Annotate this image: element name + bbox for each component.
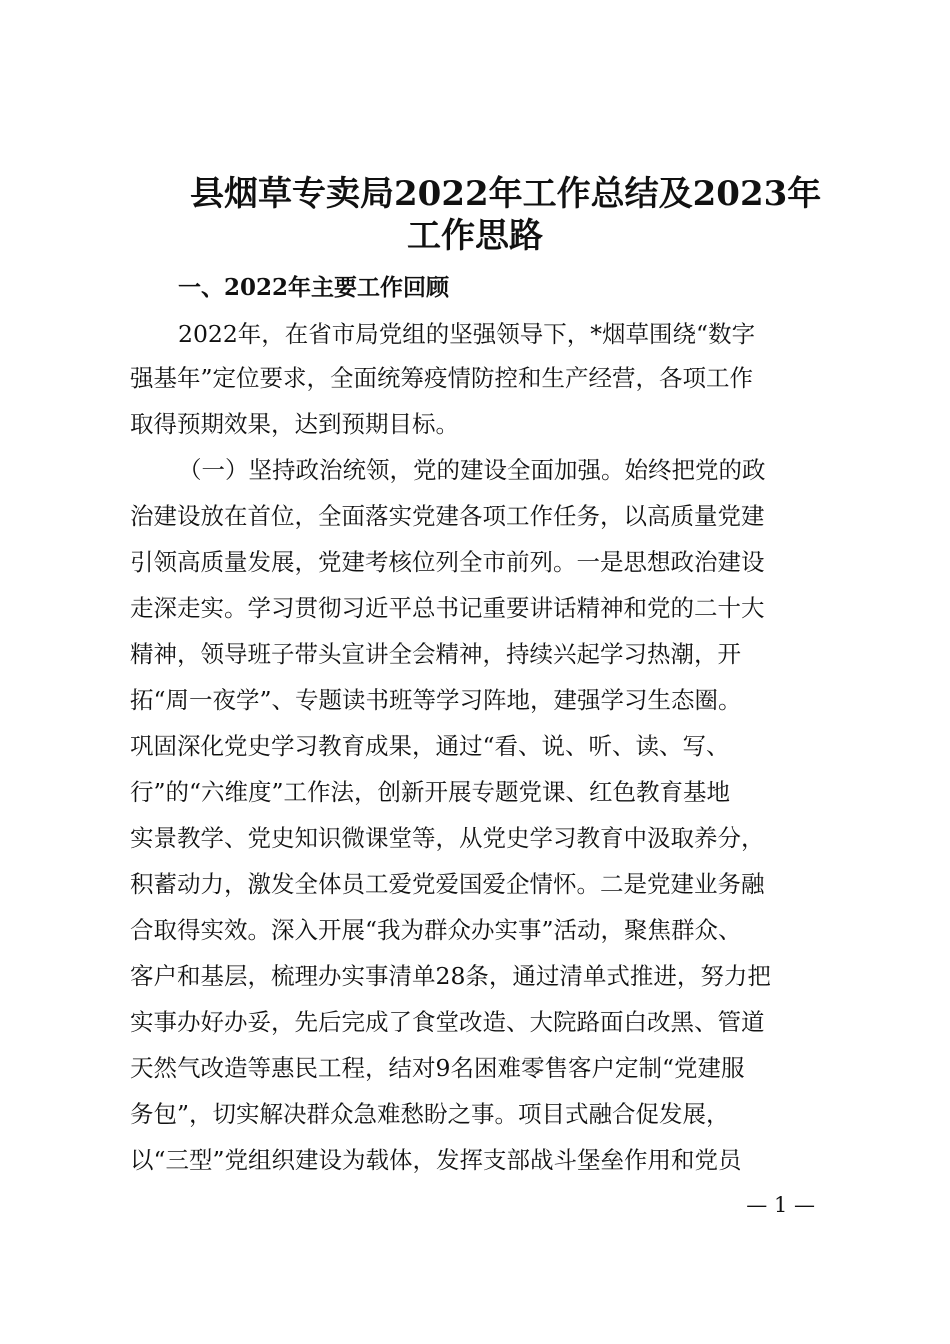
paragraph-line: 合取得实效。深入开展“我为群众办实事”活动，聚焦群众、 [130,916,742,944]
paragraph-line: 拓“周一夜学”、专题读书班等学习阵地，建强学习生态圈。 [130,686,742,714]
paragraph-line: 引领高质量发展，党建考核位列全市前列。一是思想政治建设 [130,548,765,576]
document-title-line-1: 县烟草专卖局2022年工作总结及2023年 [190,174,822,214]
paragraph-line: 以“三型”党组织建设为载体，发挥支部战斗堡垒作用和党员 [130,1146,742,1174]
paragraph-line: 客户和基层，梳理办实事清单28条，通过清单式推进，努力把 [130,962,771,990]
paragraph-line: 天然气改造等惠民工程，结对9名困难零售客户定制“党建服 [130,1054,745,1082]
paragraph-line: 强基年”定位要求，全面统筹疫情防控和生产经营，各项工作 [130,364,754,392]
paragraph-line: 实事办好办妥，先后完成了食堂改造、大院路面白改黑、管道 [130,1008,765,1036]
section-heading: 一、2022年主要工作回顾 [178,274,450,301]
paragraph-line: 治建设放在首位，全面落实党建各项工作任务，以高质量党建 [130,502,765,530]
paragraph-line: 实景教学、党史知识微课堂等，从党史学习教育中汲取养分， [130,824,765,852]
page-number: — 1 — [746,1193,815,1217]
paragraph-line: （一）坚持政治统领，党的建设全面加强。始终把党的政 [178,456,766,484]
paragraph-line: 精神，领导班子带头宣讲全会精神，持续兴起学习热潮，开 [130,640,741,668]
paragraph-line: 取得预期效果，达到预期目标。 [130,410,459,438]
paragraph-line: 务包”，切实解决群众急难愁盼之事。项目式融合促发展， [130,1100,730,1128]
paragraph-line: 行”的“六维度”工作法，创新开展专题党课、红色教育基地 [130,778,731,806]
paragraph-line: 走深走实。学习贯彻习近平总书记重要讲话精神和党的二十大 [130,594,765,622]
paragraph-line: 2022年，在省市局党组的坚强领导下，*烟草围绕“数字 [178,320,756,348]
document-title-line-2: 工作思路 [407,216,543,256]
paragraph-line: 积蓄动力，激发全体员工爱党爱国爱企情怀。二是党建业务融 [130,870,765,898]
paragraph-line: 巩固深化党史学习教育成果，通过“看、说、听、读、写、 [130,732,730,760]
